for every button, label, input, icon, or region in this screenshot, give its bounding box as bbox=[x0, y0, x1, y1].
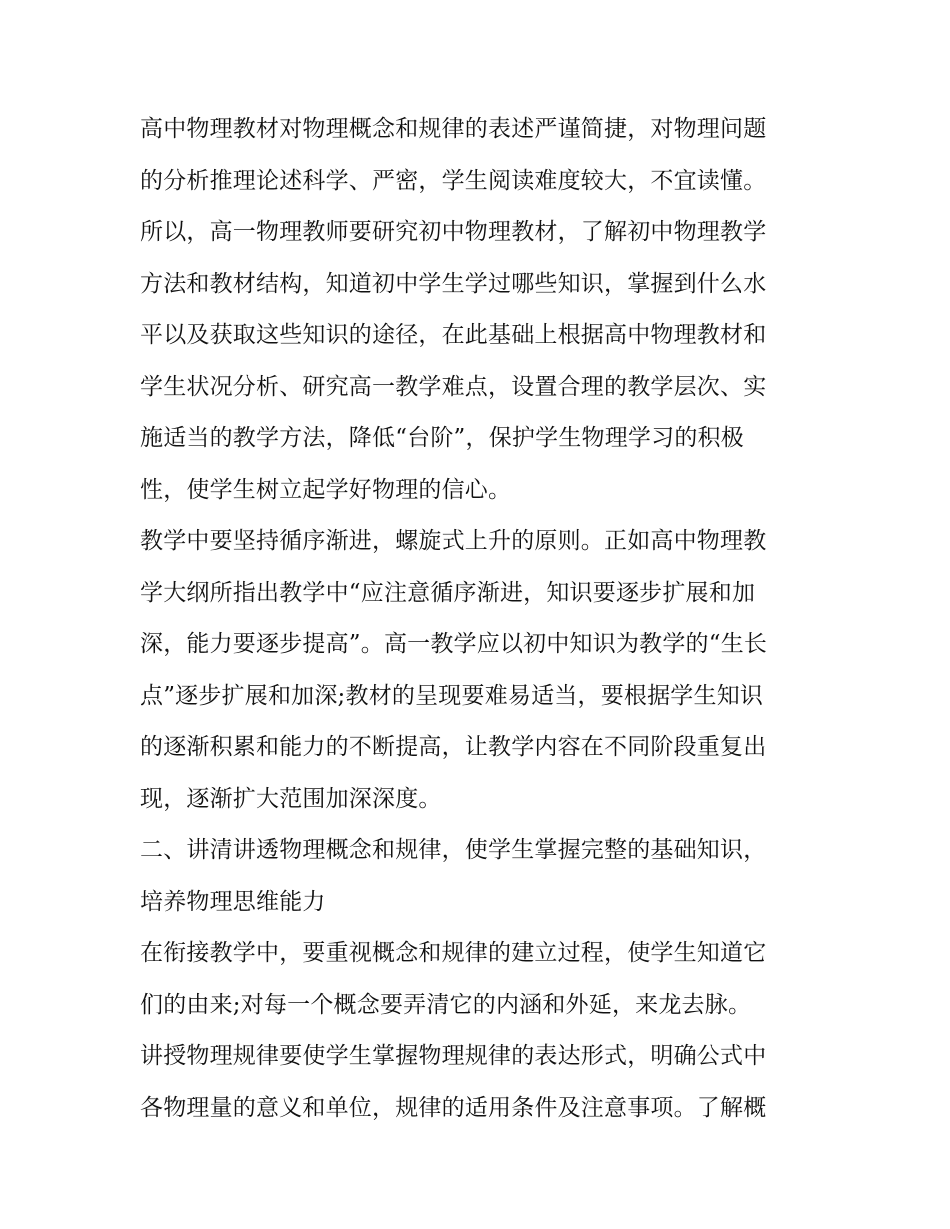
section-heading-line: 培养物理思维能力 bbox=[140, 888, 326, 915]
body-text bbox=[140, 104, 820, 1134]
text-line: 所以，高一物理教师要研究初中物理教材，了解初中物理教学 bbox=[140, 219, 767, 245]
text-line: 在衔接教学中，要重视概念和规律的建立过程，使学生知道它 bbox=[140, 940, 767, 966]
section-heading-line: 二、讲清讲透物理概念和规律，使学生掌握完整的基础知识， bbox=[140, 837, 767, 863]
text-line: 施适当的教学方法，降低“台阶”，保护学生物理学习的积极 bbox=[140, 425, 744, 451]
text-line: 点”逐步扩展和加深;教材的呈现要难易适当，要根据学生知识 bbox=[140, 682, 764, 709]
text-line: 方法和教材结构，知道初中学生学过哪些知识，掌握到什么水 bbox=[140, 270, 767, 297]
text-line: 各物理量的意义和单位，规律的适用条件及注意事项。了解概 bbox=[140, 1094, 767, 1121]
text-line: 们的由来;对每一个概念要弄清它的内涵和外延，来龙去脉。 bbox=[140, 991, 752, 1018]
text-line: 的分析推理论述科学、严密，学生阅读难度较大，不宜读懂。 bbox=[140, 167, 767, 194]
text-line: 讲授物理规律要使学生掌握物理规律的表达形式，明确公式中 bbox=[140, 1043, 767, 1069]
text-line: 教学中要坚持循序渐进，螺旋式上升的原则。正如高中物理教 bbox=[140, 528, 767, 554]
text-line: 的逐渐积累和能力的不断提高，让教学内容在不同阶段重复出 bbox=[140, 734, 767, 760]
text-line: 深，能力要逐步提高”。高一教学应以初中知识为教学的“生长 bbox=[140, 631, 768, 657]
text-line: 平以及获取这些知识的途径，在此基础上根据高中物理教材和 bbox=[140, 322, 767, 348]
text-line: 现，逐渐扩大范围加深深度。 bbox=[140, 785, 442, 812]
text-line: 性，使学生树立起学好物理的信心。 bbox=[140, 476, 512, 503]
text-line: 学生状况分析、研究高一教学难点，设置合理的教学层次、实 bbox=[140, 373, 767, 400]
text-line: 高中物理教材对物理概念和规律的表述严谨简捷，对物理问题 bbox=[140, 116, 767, 142]
text-line: 学大纲所指出教学中“应注意循序渐进，知识要逐步扩展和加 bbox=[140, 579, 756, 606]
